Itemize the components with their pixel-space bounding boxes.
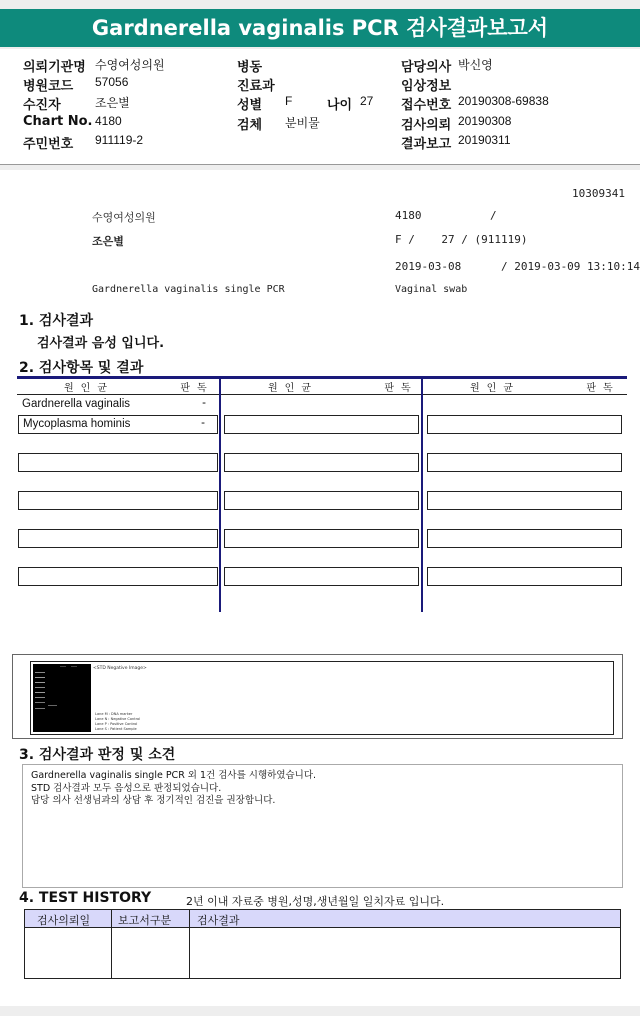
opinion-line: STD 검사결과 모두 음성으로 판정되었습니다.: [31, 782, 222, 794]
gel-lane-notes: [95, 712, 140, 732]
result-row-gardnerella: [18, 396, 218, 415]
clinical-label: 임상정보: [401, 79, 452, 94]
grid-col-head-2: [223, 379, 423, 394]
doctor-label: 담당의사: [401, 60, 452, 75]
col-header-result: 판독: [180, 383, 214, 394]
result-cell-empty: [427, 491, 622, 510]
sex-value: F: [285, 94, 293, 108]
result-cell-empty: [18, 529, 218, 548]
result-grid: [17, 376, 627, 612]
col-header-result: 판독: [586, 383, 620, 394]
receipt-label: 접수번호: [401, 98, 452, 113]
institution-label: 의뢰기관명: [23, 60, 86, 75]
header-row-1: [0, 56, 640, 75]
chart-value: 4180: [95, 114, 122, 128]
report-number: 10309341: [572, 187, 625, 200]
history-col-result: 검사결과: [197, 914, 240, 927]
section2-title: 2. 검사항목 및 결과: [19, 360, 144, 376]
opinion-line: 담당 의사 선생님과의 상담 후 정기적인 검진을 권장합니다.: [31, 795, 276, 806]
summary-institution: 수영여성의원: [92, 211, 156, 224]
image-section-rule: [12, 654, 13, 738]
summary-chart: 4180: [395, 209, 422, 222]
opinion-line: Gardnerella vaginalis single PCR 외 1건 검사를 시행하였습니다.: [31, 770, 317, 781]
ward-label: 병동: [237, 60, 263, 75]
receipt-value: 20190308-69838: [458, 94, 549, 108]
summary-specimen: Vaginal swab: [395, 284, 468, 295]
result-cell-empty: [427, 567, 622, 586]
specimen-value: 분비물: [285, 116, 320, 130]
history-note: 2년 이내 자료중 병원,성명,생년월일 일치자료 입니다.: [186, 895, 445, 908]
chart-label: Chart No.: [23, 114, 93, 129]
result-row-mycoplasma: [18, 415, 218, 434]
summary-chart-slash: /: [490, 209, 497, 222]
gel-lane-note: Lane M : DNA marker: [95, 712, 133, 716]
col-header-organism: 원인균: [470, 383, 520, 394]
opinion-box: [22, 764, 623, 888]
gel-lane-note: Lane P : Positive Control: [95, 722, 138, 726]
gel-electrophoresis-image: [33, 664, 91, 732]
hospital-code-label: 병원코드: [23, 79, 74, 94]
age-label: 나이: [327, 98, 353, 113]
sex-label: 성별: [237, 98, 263, 113]
history-col-request-date: 검사의뢰일: [37, 914, 91, 927]
summary-dates: 2019-03-08 / 2019-03-09 13:10:14: [395, 260, 640, 273]
col-header-organism: 원인균: [64, 383, 114, 394]
result-cell-empty: [224, 529, 419, 548]
summary-test-name: Gardnerella vaginalis single PCR: [92, 284, 285, 295]
request-label: 검사의뢰: [401, 118, 452, 133]
organism-result: -: [202, 397, 206, 409]
organism-name: Mycoplasma hominis: [23, 418, 131, 430]
result-cell-empty: [427, 529, 622, 548]
history-col-report-type: 보고서구분: [118, 914, 172, 927]
header-panel: [0, 49, 640, 165]
result-cell-empty: [18, 567, 218, 586]
specimen-label: 검체: [237, 118, 263, 133]
age-value: 27: [360, 94, 374, 108]
gel-lane-note: Lane N : Negative Control: [95, 717, 141, 721]
result-cell-empty: [224, 453, 419, 472]
header-row-5: [0, 133, 640, 152]
rrn-label: 주민번호: [23, 137, 74, 152]
negative-result-text: 검사결과 음성 입니다.: [37, 336, 165, 351]
hospital-code-value: 57056: [95, 75, 129, 89]
image-section-rule: [12, 738, 623, 739]
organism-result: -: [201, 417, 205, 429]
report-value: 20190311: [458, 133, 511, 147]
result-cell-empty: [224, 415, 419, 434]
gel-image-caption: <STD Negative Image>: [93, 666, 147, 671]
section1-title: 1. 검사결과: [19, 313, 94, 329]
header-row-3: [0, 94, 640, 113]
grid-column-separator: [219, 376, 221, 612]
summary-sex-age: F / 27 / (911119): [395, 233, 528, 246]
result-cell-empty: [224, 567, 419, 586]
grid-column-separator: [421, 376, 423, 612]
grid-col-head-3: [425, 379, 625, 394]
result-cell-empty: [18, 491, 218, 510]
report-title: Gardnerella vaginalis PCR 검사결과보고서: [0, 9, 640, 47]
section4-title: 4. TEST HISTORY: [19, 890, 152, 906]
dept-label: 진료과: [237, 79, 275, 94]
history-column-separator: [111, 910, 112, 978]
rrn-value: 911119-2: [95, 133, 144, 147]
col-header-result: 판독: [384, 383, 418, 394]
gel-bands-graphic: [33, 664, 91, 732]
image-section-rule: [622, 654, 623, 738]
request-value: 20190308: [458, 114, 512, 128]
result-cell-empty: [427, 453, 622, 472]
grid-header-rule: [17, 394, 627, 395]
summary-patient: 조은별: [92, 235, 124, 248]
patient-label: 수진자: [23, 98, 61, 113]
history-column-separator: [189, 910, 190, 978]
gel-lane-note: Lane S : Patient Sample: [95, 727, 137, 731]
grid-col-head-1: [19, 379, 219, 394]
section3-title: 3. 검사결과 판정 및 소견: [19, 747, 176, 763]
result-cell-empty: [224, 491, 419, 510]
gel-image-frame: [30, 661, 614, 735]
result-cell-empty: [18, 453, 218, 472]
report-label: 결과보고: [401, 137, 452, 152]
organism-name: Gardnerella vaginalis: [22, 398, 131, 410]
patient-value: 조은별: [95, 96, 130, 110]
result-cell-empty: [427, 415, 622, 434]
col-header-organism: 원인균: [268, 383, 318, 394]
doctor-value: 박신영: [458, 58, 493, 72]
history-table-header: [25, 910, 620, 928]
institution-value: 수영여성의원: [95, 58, 165, 72]
report-sheet: [0, 170, 640, 1006]
history-table: [24, 909, 621, 979]
header-row-2: [0, 75, 640, 94]
image-section-rule: [12, 654, 622, 655]
header-row-4: [0, 114, 640, 133]
